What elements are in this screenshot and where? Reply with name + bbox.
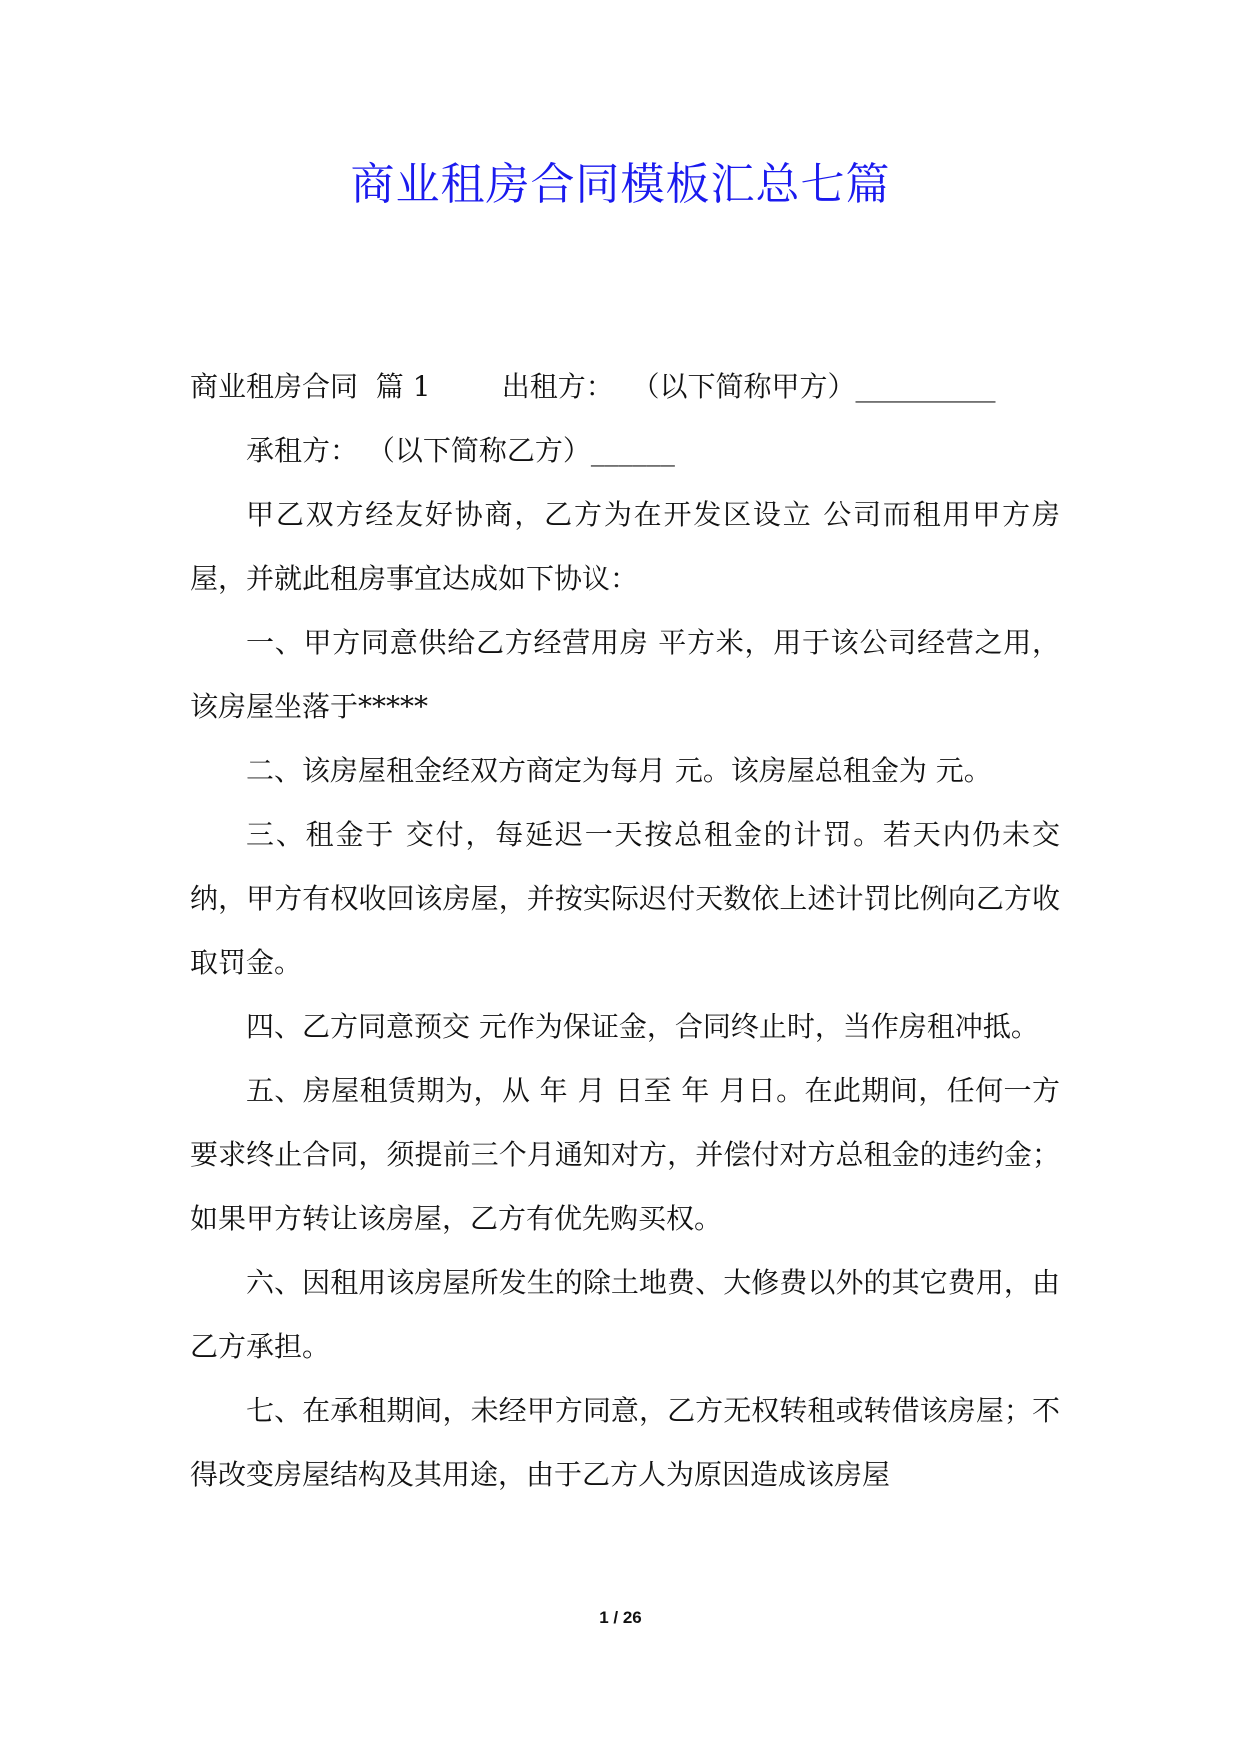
- document-body: [190, 355, 1060, 1507]
- page-number: 1 / 26: [599, 1608, 642, 1627]
- paragraph-clause-2: 二、该房屋租金经双方商定为每月 元。该房屋总租金为 元。: [246, 754, 992, 787]
- paragraph-header: 商业租房合同 篇 1 出租方： （以下简称甲方）__________: [190, 370, 996, 403]
- document-title: 商业租房合同模板汇总七篇: [350, 159, 891, 210]
- paragraph-clause-6: 六、因租用该房屋所发生的除土地费、大修费以外的其它费用，由乙方承担。: [190, 1266, 1060, 1363]
- paragraph-lessee: 承租方： （以下简称乙方）______: [246, 434, 675, 467]
- paragraph-clause-1: 一、甲方同意供给乙方经营用房 平方米，用于该公司经营之用，该房屋坐落于*****: [190, 626, 1060, 723]
- paragraph-clause-4: 四、乙方同意预交 元作为保证金，合同终止时，当作房租冲抵。: [246, 1010, 1039, 1043]
- paragraph-clause-7: 七、在承租期间，未经甲方同意，乙方无权转租或转借该房屋；不得改变房屋结构及其用途，由于乙方人为原因造成该房屋: [190, 1394, 1060, 1491]
- paragraph-clause-5: 五、房屋租赁期为，从 年 月 日至 年 月日。在此期间，任何一方要求终止合同，须提前三个月通知对方，并偿付对方总租金的违约金；如果甲方转让该房屋，乙方有优先购买权。: [190, 1074, 1060, 1235]
- paragraph-preamble: 甲乙双方经友好协商，乙方为在开发区设立 公司而租用甲方房屋，并就此租房事宜达成如下协议：: [190, 498, 1060, 595]
- paragraph-clause-3: 三、租金于 交付，每延迟一天按总租金的计罚。若天内仍未交纳，甲方有权收回该房屋，并按实际迟付天数依上述计罚比例向乙方收取罚金。: [190, 818, 1060, 979]
